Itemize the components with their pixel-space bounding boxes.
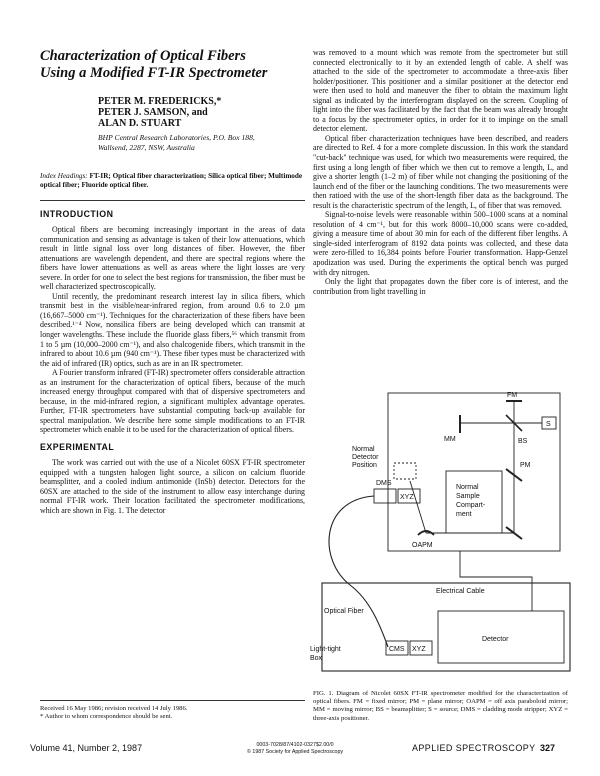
label-normal-detector-1: Normal xyxy=(352,446,375,453)
experimental-paragraph-1: The work was carried out with the use of a Nicolet 60SX FT-IR spectrometer equipped with a tungsten halogen light source, a silicon on calcium fluoride beamsplitter, and a cooled indium antimonide (InSb) detector. Detectors for the 60SX are attached to the side of the instrument to allow easy interchange during normal FT-IR work. Their location facilitated the spectrometer modifications, which are shown in Fig. 1. The detector xyxy=(40,458,305,515)
dms-stripper xyxy=(374,489,396,503)
affiliation-line-2: Wallsend, 2287, NSW, Australia xyxy=(98,142,195,152)
label-sample-1: Normal xyxy=(456,484,479,491)
label-sample-2: Sample xyxy=(456,493,480,500)
volume-info: Volume 41, Number 2, 1987 xyxy=(30,743,143,753)
label-xyz-bottom: XYZ xyxy=(412,646,426,653)
normal-detector-position xyxy=(394,463,416,479)
copyright xyxy=(247,742,343,755)
label-fm: FM xyxy=(507,392,518,399)
label-sample-3: Compart- xyxy=(456,502,486,509)
right-paragraph-4: Only the light that propagates down the fiber core is of interest, and the contribution from light travelling in xyxy=(313,277,568,296)
experimental-heading: EXPERIMENTAL xyxy=(40,442,115,453)
footnotes xyxy=(40,700,305,721)
left-column xyxy=(40,48,305,515)
author-1: PETER M. FREDERICKS,* xyxy=(98,96,222,107)
intro-paragraph-2: Until recently, the predominant research interest lay in silica fibers, which transmit best in the visible/near-infrared region, from around 0.6 to 2.0 µm (16,667–5000 cm⁻¹). Techniques for the characterization of these fibers have been described.¹⁻⁴ Now, nonsilica fibers are being developed which can transmit at longer wavelengths. These include the fluoride glass fibers,⁵⁶ which transmit from 1 to 5 µm (10,000–2000 cm⁻¹), and also chalcogenide fibers, which transmit in the infrared to about 10.6 µm (940 cm⁻¹). These fiber types must be characterized with the aid of infrared (IR) optics, such as are in an IR spectrometer. xyxy=(40,291,305,368)
article-title xyxy=(40,48,305,82)
copyright-line-1: 0003-7028/87/4102-0327$2.00/0 xyxy=(256,742,334,748)
index-headings-label: Index Headings: xyxy=(40,172,88,180)
label-cms: CMS xyxy=(389,646,405,653)
optical-fiber-line xyxy=(329,496,388,647)
introduction-heading: INTRODUCTION xyxy=(40,209,114,219)
spectrometer-housing xyxy=(388,393,560,551)
right-paragraph-1: was removed to a mount which was remote from the spectrometer but still connected electronically to it by an extended length of cable. A shelf was attached to the side of the spectrometer to accommodate a three-axis fiber holder/positioner. This positioner and a similar positioner at the detector end were then used to hold and maneuver the fiber to obtain the maximum light signal as indicated by the interferogram displayed on the screen. Coupling of light into the fiber was facilitated by the fact that the beam was already brought to a focus by the spectrometer optics, in order for it to impinge on the small detector element. xyxy=(313,48,568,134)
label-mm: MM xyxy=(444,436,456,443)
title-line-2: Using a Modified FT-IR Spectrometer xyxy=(40,65,268,81)
journal-name: APPLIED SPECTROSCOPY xyxy=(412,743,536,753)
affiliation xyxy=(98,133,305,152)
affiliation-line-1: BHP Central Research Laboratories, P.O. Box 188, xyxy=(98,133,255,142)
received-note: Received 16 May 1986; revision received 14 July 1986. xyxy=(40,705,188,712)
right-paragraph-3: Signal-to-noise levels were reasonable within 500–1000 scans at a nominal resolution of 4 cm⁻¹, but for this work 8000–10,000 scans were co-added, giving a measure time of about 30 min for each of the different fiber lengths. A single-sided interferogram of 8192 data points was collected, and these data were zero-filled to 16,384 points before Fourier transformation. Happ-Genzel apodization was used. During the experiments the optical bench was purged with dry nitrogen. xyxy=(313,210,568,277)
label-xyz-top: XYZ xyxy=(400,494,414,501)
label-light-tight: Light-tight xyxy=(310,646,341,653)
label-normal-detector-2: Detector xyxy=(352,454,379,461)
intro-paragraph-1: Optical fibers are becoming increasingly important in the areas of data communication and sensing as advantage is taken of their low attenuations, which result in little signal loss over long distances of fiber. However, the fiber attenuations are wavelength dependent, and there are spectral regions where the fibers have lower attenuations as well as areas where the light losses are very severe. In order for one to select the best regions for transmission, the fiber must be well characterized spectroscopically. xyxy=(40,225,305,292)
intro-paragraph-3: A Fourier transform infrared (FT-IR) spectrometer offers considerable attraction as an instrument for the characterization of optical fibers, because of the much increased energy throughput compared with that of dispersive spectrometers and because, in the mid-infrared region, a significant multiplex advantage operates. Further, FT-IR spectrometers have substantial computing back-up available for spectral manipulation. We describe here some simple modifications to an FT-IR spectrometer which enable it to be used for the characterization of optical fibers. xyxy=(40,368,305,435)
label-source: S xyxy=(546,421,551,428)
right-paragraph-2: Optical fiber characterization techniques have been described, and readers are directed to Ref. 4 for a more complete discussion. In this work the standard "cut-back" technique was used, for which two measurements were required, the first using a long length of fiber which we then cut to remove a length, L, and give a shorter length (1–2 m) of fiber while not changing the positioning of the launch end of the fiber or the launching conditions. The two measurements were then ratioed with the use of the short-length fiber data as the background. The result is the characteristic spectrum of the length, L, of fiber that was removed. xyxy=(313,133,568,210)
author-2: PETER J. SAMSON, and xyxy=(98,107,208,118)
label-detector: Detector xyxy=(482,636,509,643)
electrical-cable-line xyxy=(460,551,532,611)
page-footer xyxy=(30,743,575,763)
title-line-1: Characterization of Optical Fibers xyxy=(40,48,246,64)
spectrometer-diagram xyxy=(310,385,572,683)
light-tight-box xyxy=(322,583,570,671)
label-optical-fiber: Optical Fiber xyxy=(324,608,364,615)
label-sample-4: ment xyxy=(456,511,472,518)
corresponding-author-note: * Author to whom correspondence should be sent. xyxy=(40,713,173,720)
label-dms: DMS xyxy=(376,480,392,487)
index-headings xyxy=(40,172,305,190)
author-3: ALAN D. STUART xyxy=(98,118,182,129)
copyright-line-2: © 1987 Society for Applied Spectroscopy xyxy=(247,748,344,755)
author-list xyxy=(98,96,305,129)
label-box: Box xyxy=(310,655,323,662)
page-number: 327 xyxy=(540,743,556,753)
label-pm: PM xyxy=(520,462,531,469)
label-electrical-cable: Electrical Cable xyxy=(436,588,485,595)
label-oapm: OAPM xyxy=(412,542,433,549)
label-normal-detector-3: Position xyxy=(352,462,377,469)
section-divider xyxy=(40,200,305,201)
figure-caption: FIG. 1. Diagram of Nicolet 60SX FT-IR spectrometer modified for the characterization of optical fibers. FM = fixed mirror; PM = plane mirror; OAPM = off axis paraboloid mirror; MM = moving mirror; BS = beamsplitter; S = source; DMS = cladding mode stripper; XYZ = three-axis positioner. xyxy=(313,690,568,722)
label-bs: BS xyxy=(518,438,528,445)
right-column xyxy=(313,48,568,296)
index-headings-terms: FT-IR; Optical fiber characterization; Silica optical fiber; Multimode optical fiber; Fluoride optical fiber. xyxy=(40,172,303,189)
